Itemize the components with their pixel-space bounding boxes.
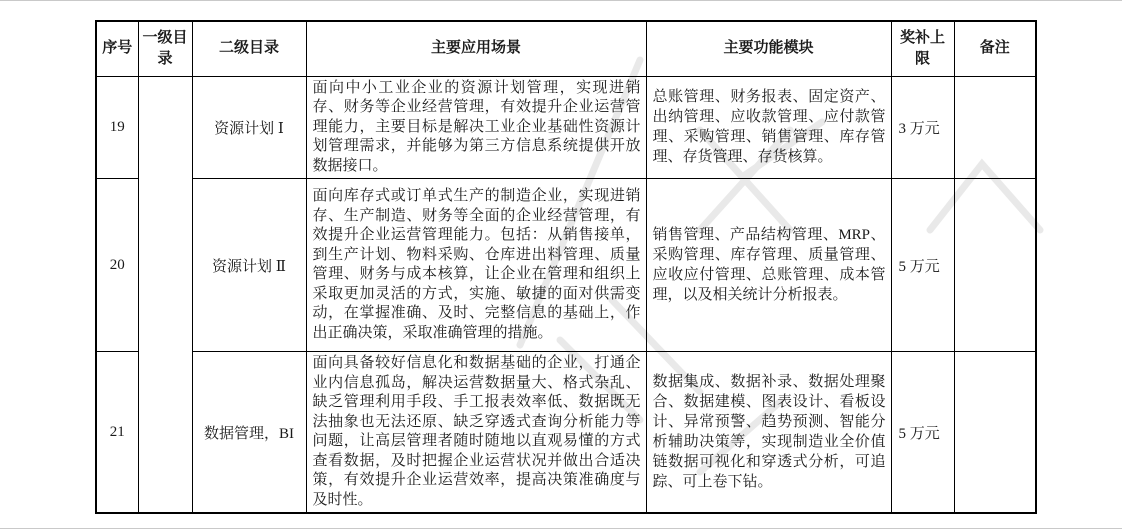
cell-modules: 总账管理、财务报表、固定资产、出纳管理、应收款管理、应付款管理、采购管理、销售管理、库存管理、存货管理、存货核算。 (646, 76, 891, 179)
cell-scenario: 面向中小工业企业的资源计划管理，实现进销存、财务等企业经营管理，有效提升企业运营管理能力，主要目标是解决工业企业基础性资源计划管理需求，并能够为第三方信息系统提供开放数据接口。 (306, 76, 646, 179)
header-remark: 备注 (954, 21, 1036, 76)
cell-scenario: 面向库存式或订单式生产的制造企业，实现进销存、生产制造、财务等全面的企业经营管理，有效提升企业运营管理能力。包括：从销售接单，到生产计划、物料采购、仓库进出料管理、质量管理、财务与成本核算，让企业在管理和组织上采取更加灵活的方式，实施、敏捷的面对供需变动，在掌握准确、及时、完整信息的基础上，作出正确决策，采取准确管理的措施。 (306, 179, 646, 352)
table-row (96, 76, 1036, 179)
cell-no: 21 (96, 352, 138, 514)
cell-subsidy: 5 万元 (891, 179, 954, 352)
cell-scenario: 面向具备较好信息化和数据基础的企业，打通企业内信息孤岛，解决运营数据量大、格式杂乱、缺乏管理利用手段、手工报表效率低、数据既无法抽象也无法还原、缺乏穿透式查询分析能力等问题，让高层管理者随时随地以直观易懂的方式查看数据，及时把握企业运营状况并做出合适决策，有效提升企业运营效率，提高决策准确度与及时性。 (306, 352, 646, 514)
table-row (96, 352, 1036, 514)
cell-no: 19 (96, 76, 138, 179)
cell-remark (954, 76, 1036, 179)
header-scenario: 主要应用场景 (306, 21, 646, 76)
cell-level1-merged (138, 76, 192, 513)
page-bottom-edge (0, 528, 1122, 529)
header-no: 序号 (96, 21, 138, 76)
page-top-edge (0, 0, 1122, 1)
cell-level2: 数据管理，BI (192, 352, 306, 514)
cell-subsidy: 3 万元 (891, 76, 954, 179)
cell-level2: 资源计划 Ⅱ (192, 179, 306, 352)
header-modules: 主要功能模块 (646, 21, 891, 76)
cell-remark (954, 352, 1036, 514)
cell-modules: 销售管理、产品结构管理、MRP、采购管理、库存管理、质量管理、应收应付管理、总账管理、成本管理，以及相关统计分析报表。 (646, 179, 891, 352)
header-level1: 一级目录 (138, 21, 192, 76)
cell-no: 20 (96, 179, 138, 352)
catalog-table (95, 20, 1037, 514)
header-row (96, 21, 1036, 76)
cell-level2: 资源计划 Ⅰ (192, 76, 306, 179)
cell-subsidy: 5 万元 (891, 352, 954, 514)
header-level2: 二级目录 (192, 21, 306, 76)
cell-remark (954, 179, 1036, 352)
header-subsidy: 奖补上限 (891, 21, 954, 76)
cell-modules: 数据集成、数据补录、数据处理聚合、数据建模、图表设计、看板设计、异常预警、趋势预测、智能分析辅助决策等，实现制造业全价值链数据可视化和穿透式分析，可追踪、可上卷下钻。 (646, 352, 891, 514)
table-row (96, 179, 1036, 352)
